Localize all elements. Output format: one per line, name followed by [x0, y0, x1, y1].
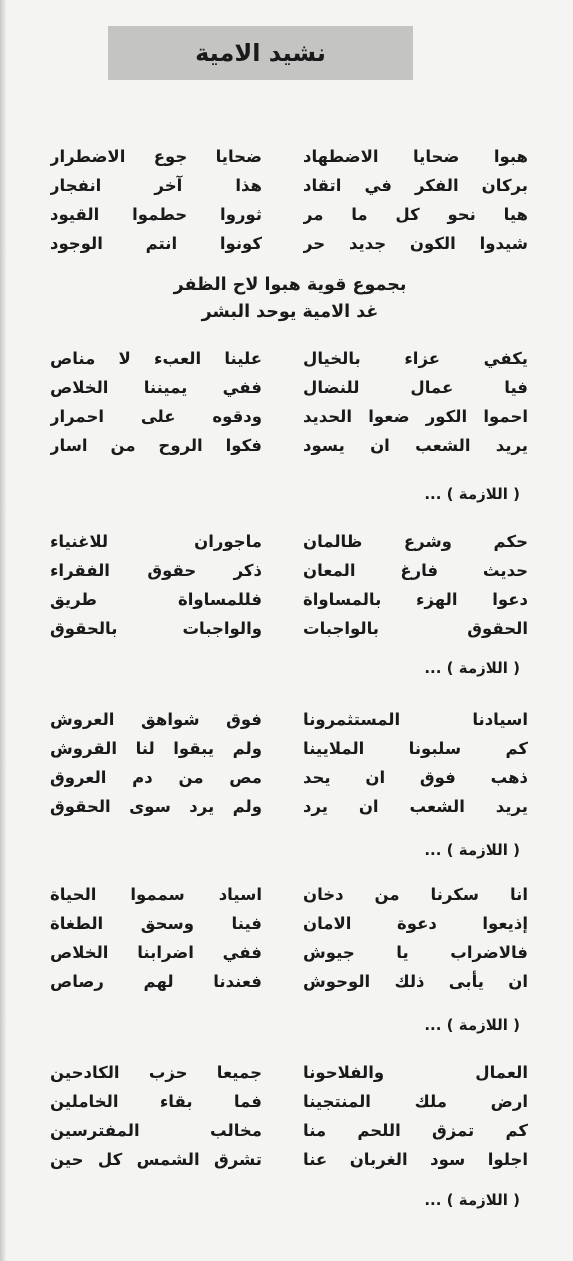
verse-right: ذهب فوق ان يحد — [303, 768, 528, 787]
title-banner — [108, 26, 413, 80]
verse-left: هذا آخر انفجار — [50, 176, 262, 195]
verse-left: فما بقاء الخاملين — [50, 1092, 262, 1111]
verse-right: ارض ملك المنتجينا — [303, 1092, 528, 1111]
verse-left: مخالب المفترسين — [50, 1121, 262, 1140]
verse-right: حديث فارغ المعان — [303, 561, 528, 580]
verse-left: ثوروا حطموا القيود — [50, 205, 262, 224]
verse-right: احموا الكور ضعوا الحديد — [303, 407, 528, 426]
verse-right: كم سلبونا الملايينا — [303, 739, 528, 758]
verse-right: فالاضراب يا جيوش — [303, 943, 528, 962]
verse-left: ضحايا جوع الاضطرار — [50, 147, 262, 166]
verse-left: ولم يرد سوى الحقوق — [50, 797, 262, 816]
verse-left: والواجبات بالحقوق — [50, 619, 262, 638]
verse-right: دعوا الهزء بالمساواة — [303, 590, 528, 609]
verse-right: الحقوق بالواجبات — [303, 619, 528, 638]
verse-right: يريد الشعب ان يسود — [303, 436, 528, 455]
verse-right: بركان الفكر في اتقاد — [303, 176, 528, 195]
verse-left: كونوا انتم الوجود — [50, 234, 262, 253]
verse-right: فيا عمال للنضال — [303, 378, 528, 397]
verse-right: ان يأبى ذلك الوحوش — [303, 972, 528, 991]
verse-right: هيا نحو كل ما مر — [303, 205, 528, 224]
refrain-label: ( اللازمة ) ... — [424, 1016, 520, 1034]
stanza-3 — [0, 527, 573, 643]
verse-right: إذيعوا دعوة الامان — [303, 914, 528, 933]
refrain-label: ( اللازمة ) ... — [424, 659, 520, 677]
verse-left: فوق شواهق العروش — [50, 710, 262, 729]
verse-left: ماجوران للاغنياء — [50, 532, 262, 551]
verse-left: ففي اضرابنا الخلاص — [50, 943, 262, 962]
stanza-5 — [0, 880, 573, 996]
refrain-label: ( اللازمة ) ... — [424, 841, 520, 859]
verse-left: مص من دم العروق — [50, 768, 262, 787]
verse-left: جميعا حزب الكادحين — [50, 1063, 262, 1082]
verse-left: ذكر حقوق الفقراء — [50, 561, 262, 580]
poem-title: نشيد الامية — [195, 39, 326, 67]
verse-right: حكم وشرع ظالمان — [303, 532, 528, 551]
verse-right: اجلوا سود الغربان عنا — [303, 1150, 528, 1169]
verse-right: اسيادنا المستثمرونا — [303, 710, 528, 729]
verse-right: هبوا ضحايا الاضطهاد — [303, 147, 528, 166]
verse-left: ولم يبقوا لنا القروش — [50, 739, 262, 758]
stanza-4 — [0, 705, 573, 821]
verse-right: انا سكرنا من دخان — [303, 885, 528, 904]
verse-right: يكفي عزاء بالخيال — [303, 349, 528, 368]
verse-right: العمال والفلاحونا — [303, 1063, 528, 1082]
verse-right: كم تمزق اللحم منا — [303, 1121, 528, 1140]
verse-left: تشرق الشمس كل حين — [50, 1150, 262, 1169]
stanza-2 — [0, 344, 573, 460]
refrain-label: ( اللازمة ) ... — [424, 485, 520, 503]
verse-left: فللمساواة طريق — [50, 590, 262, 609]
stanza-6 — [0, 1058, 573, 1174]
refrain-label: ( اللازمة ) ... — [424, 1191, 520, 1209]
verse-left: فكوا الروح من اسار — [50, 436, 262, 455]
verse-left: اسياد سمموا الحياة — [50, 885, 262, 904]
verse-left: فينا وسحق الطغاة — [50, 914, 262, 933]
verse-right: يريد الشعب ان يرد — [303, 797, 528, 816]
chorus-line: غد الامية يوحد البشر — [201, 302, 379, 322]
verse-left: ففي يميننا الخلاص — [50, 378, 262, 397]
verse-right: شيدوا الكون جديد حر — [303, 234, 528, 253]
stanza-1 — [0, 142, 573, 258]
verse-left: فعندنا لهم رصاص — [50, 972, 262, 991]
verse-left: ودقوه على احمرار — [50, 407, 262, 426]
verse-left: علينا العبء لا مناص — [50, 349, 262, 368]
chorus-line: بجموع قوية هبوا لاح الظفر — [173, 275, 407, 295]
